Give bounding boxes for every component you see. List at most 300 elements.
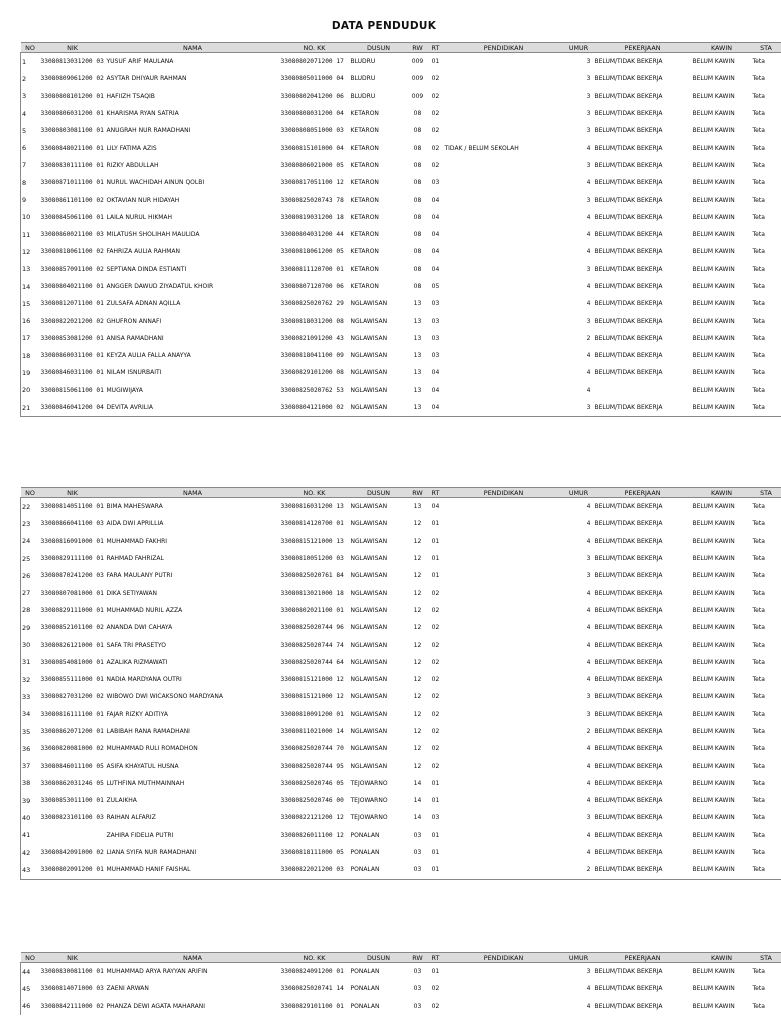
- cell-status: Teta: [752, 179, 765, 187]
- cell-no-kk: 33080821091200 43: [280, 334, 344, 342]
- cell-nama: MUHAMMAD NURIL AZZA: [106, 606, 183, 614]
- table-header-row: [21, 488, 781, 498]
- cell-dusun: NGLAWISAN: [350, 386, 388, 394]
- cell-dusun: KETARON: [350, 265, 379, 273]
- cell-nama: MUHAMMAD FAKHRI: [106, 537, 168, 545]
- table-row: [21, 671, 781, 688]
- column-header-rt: RT: [428, 488, 444, 498]
- cell-umur: 4: [586, 831, 591, 839]
- cell-status: Teta: [752, 814, 765, 822]
- cell-nama: FAHRIZA AULIA RAHMAN: [106, 248, 181, 256]
- cell-rw: 12: [413, 745, 422, 753]
- cell-nik: 33080845061100 01: [40, 213, 104, 221]
- cell-pendidikan: [444, 330, 564, 347]
- cell-pendidikan: [444, 671, 564, 688]
- cell-no-kk: 33080811021000 14: [280, 728, 344, 735]
- cell-no: 7: [22, 161, 27, 170]
- cell-pekerjaan: BELUM/TIDAK BEKERJA: [594, 75, 663, 83]
- cell-pendidikan: [444, 827, 564, 844]
- cell-umur: 2: [564, 861, 594, 879]
- cell-dusun: PONALAN: [350, 861, 408, 879]
- cell-no-kk: 33080804031200 44: [280, 231, 344, 239]
- table-row: [21, 53, 781, 71]
- cell-umur: 3: [586, 317, 591, 325]
- cell-umur: 4: [586, 537, 591, 545]
- cell-status: Teta: [752, 624, 765, 632]
- cell-no-kk: 33080829101200 08: [280, 369, 344, 377]
- cell-nik: 33080855111000 01: [40, 676, 104, 684]
- column-header-pekerjaan: PEKERJAAN: [594, 488, 692, 498]
- cell-dusun: NGLAWISAN: [350, 537, 388, 545]
- cell-pekerjaan: BELUM/TIDAK BEKERJA: [594, 317, 663, 325]
- cell-nik: 33080862071200 01: [40, 728, 104, 735]
- cell-status: Teta: [752, 849, 765, 857]
- cell-dusun: KETARON: [350, 231, 379, 239]
- column-header-rw: RW: [408, 488, 428, 498]
- cell-kawin: BELUM KAWIN: [692, 762, 735, 770]
- cell-kawin: BELUM KAWIN: [692, 231, 735, 239]
- cell-nik: 33080871011100 01: [40, 179, 104, 187]
- cell-kawin: BELUM KAWIN: [692, 797, 735, 805]
- cell-status: Teta: [752, 728, 765, 735]
- cell-pekerjaan: BELUM/TIDAK BEKERJA: [594, 537, 663, 545]
- cell-nama: AIDA DWI APRILLIA: [106, 520, 164, 528]
- cell-nik: 33080820081000 02: [40, 745, 104, 753]
- cell-umur: 4: [586, 589, 591, 597]
- cell-pekerjaan: BELUM/TIDAK BEKERJA: [594, 589, 663, 597]
- cell-nama: KEYZA AULIA FALLA ANAYYA: [106, 352, 191, 360]
- cell-nama: ZAENI ARWAN: [106, 985, 149, 993]
- cell-rw: 08: [413, 161, 422, 169]
- cell-no-kk: 33080825020744 95: [280, 762, 344, 770]
- cell-no-kk: 33080819031200 18: [280, 213, 344, 221]
- cell-no: 32: [22, 675, 31, 684]
- cell-umur: 4: [586, 797, 591, 805]
- cell-nama: ASYTAR DHIYAUR RAHMAN: [106, 75, 187, 83]
- cell-pendidikan: [444, 688, 564, 705]
- cell-dusun: NGLAWISAN: [350, 572, 388, 580]
- cell-no-kk: 33080825020746 00: [280, 797, 344, 805]
- cell-pekerjaan: BELUM/TIDAK BEKERJA: [594, 248, 663, 256]
- table-row: [21, 636, 781, 653]
- cell-umur: 4: [586, 985, 591, 993]
- cell-nik: 33080842111000 02: [40, 1002, 104, 1010]
- cell-umur: 4: [586, 779, 591, 787]
- cell-nik: 33080808101200 01: [40, 92, 104, 100]
- cell-rt: 02: [431, 745, 440, 753]
- cell-no-kk: 33080811120700 01: [280, 265, 344, 273]
- cell-nama: LUTHFINA MUTHMAINNAH: [106, 779, 185, 787]
- cell-pekerjaan: BELUM/TIDAK BEKERJA: [594, 127, 663, 135]
- cell-rt: 02: [431, 589, 440, 597]
- cell-nama: RAHMAD FAHRIZAL: [106, 555, 164, 563]
- table-header-row: [21, 953, 781, 963]
- cell-rw: 12: [413, 572, 422, 580]
- cell-nama: AZALIKA RIZMAWATI: [106, 658, 168, 666]
- cell-nik: [40, 827, 106, 844]
- cell-dusun: NGLAWISAN: [350, 745, 388, 753]
- cell-rt: 03: [431, 334, 440, 342]
- cell-pendidikan: [444, 844, 564, 861]
- table-row: [21, 70, 781, 87]
- cell-nik: 33080804021100 01: [40, 283, 104, 290]
- cell-no: 37: [22, 762, 31, 771]
- cell-dusun: NGLAWISAN: [350, 555, 388, 563]
- cell-kawin: BELUM KAWIN: [692, 334, 735, 342]
- cell-no: 5: [22, 126, 27, 135]
- cell-nik: 33080853011100 01: [40, 797, 104, 805]
- cell-pendidikan: [444, 963, 564, 981]
- cell-no: 10: [22, 213, 31, 222]
- table-row: [21, 226, 781, 243]
- cell-no: 44: [22, 967, 31, 976]
- cell-nama: MUHAMMAD ARYA RAYYAN ARIFIN: [106, 968, 208, 976]
- cell-umur: 4: [586, 849, 591, 857]
- cell-pendidikan: [444, 636, 564, 653]
- table-row: [21, 775, 781, 792]
- cell-nik: 33080814051100 01: [40, 503, 104, 511]
- cell-pekerjaan: BELUM/TIDAK BEKERJA: [594, 92, 663, 100]
- cell-rw: 12: [413, 537, 422, 545]
- cell-rw: 13: [413, 334, 422, 342]
- cell-rt: 04: [431, 213, 440, 221]
- cell-pendidikan: [444, 861, 564, 879]
- cell-rt: 05: [431, 283, 440, 290]
- cell-pendidikan: [444, 740, 564, 757]
- cell-rw: 12: [413, 555, 422, 563]
- cell-no-kk: 33080815121000 12: [280, 693, 344, 701]
- cell-umur: 3: [586, 92, 591, 100]
- cell-dusun: NGLAWISAN: [350, 317, 388, 325]
- cell-no: 1: [22, 57, 27, 66]
- cell-umur: 4: [586, 179, 591, 187]
- cell-kawin: BELUM KAWIN: [692, 606, 735, 614]
- cell-nik: 33080860021100 03: [40, 231, 104, 239]
- cell-umur: 3: [586, 710, 591, 718]
- column-header-pekerjaan: PEKERJAAN: [594, 953, 692, 963]
- cell-status: Teta: [752, 248, 765, 256]
- cell-pekerjaan: BELUM/TIDAK BEKERJA: [594, 693, 663, 701]
- cell-pekerjaan: BELUM/TIDAK BEKERJA: [594, 814, 663, 822]
- cell-pekerjaan: BELUM/TIDAK BEKERJA: [594, 985, 663, 993]
- cell-status: Teta: [752, 861, 781, 879]
- cell-no-kk: 33080802041200 06: [280, 92, 344, 100]
- cell-nik: 33080816111100 01: [40, 710, 104, 718]
- cell-nama: MUGIWIJAYA: [106, 386, 143, 394]
- cell-rt: 04: [431, 196, 440, 204]
- column-header-dusun: DUSUN: [350, 43, 408, 53]
- cell-status: Teta: [752, 745, 765, 753]
- cell-no-kk: 33080818061200 05: [280, 248, 344, 256]
- cell-nik: 33080866041100 03: [40, 520, 104, 528]
- cell-dusun: BLUDRU: [350, 58, 376, 66]
- table-row: [21, 723, 781, 740]
- cell-rw: 12: [413, 589, 422, 597]
- cell-no: 3: [22, 92, 27, 101]
- cell-nama: NADIA MARDYANA OUTRI: [106, 676, 182, 684]
- cell-kawin: BELUM KAWIN: [692, 58, 735, 66]
- cell-pendidikan: [444, 226, 564, 243]
- column-header-rw: RW: [408, 43, 428, 53]
- cell-pekerjaan: BELUM/TIDAK BEKERJA: [594, 762, 663, 770]
- cell-nama: YUSUF ARIF MAULANA: [106, 58, 174, 66]
- cell-nik: 33080842091000 02: [40, 849, 104, 857]
- cell-nik: 33080818061100 02: [40, 248, 104, 256]
- cell-nama: ZAHIRA FIDELIA PUTRI: [106, 831, 174, 839]
- table-row: [21, 122, 781, 139]
- cell-rt: 04: [431, 503, 440, 511]
- cell-no-kk: 33080815101000 04: [280, 144, 344, 152]
- cell-rw: 13: [413, 386, 422, 394]
- cell-nama: FARA MAULANY PUTRI: [106, 572, 173, 580]
- cell-pekerjaan: [594, 382, 692, 399]
- cell-rw: 08: [413, 110, 422, 118]
- cell-no-kk: 33080822021200 03: [280, 861, 350, 879]
- column-header-no-kk: NO. KK: [280, 488, 350, 498]
- cell-no-kk: 33080806021000 05: [280, 161, 344, 169]
- cell-nik: 33080830081100 01: [40, 968, 104, 976]
- cell-no: 25: [22, 554, 31, 563]
- cell-rw: 08: [413, 248, 422, 256]
- cell-nik: 33080803081100 01: [40, 127, 104, 135]
- cell-nik: 33080846011100 05: [40, 762, 104, 770]
- cell-nama: RIZKY ABDULLAH: [106, 161, 159, 169]
- cell-nama: HAFIIZH TSAQIB: [106, 92, 155, 100]
- cell-pendidikan: [444, 619, 564, 636]
- cell-no: 26: [22, 571, 31, 580]
- cell-nama: LIANA SYIFA NUR RAMADHANI: [106, 849, 197, 857]
- cell-nik: 33080806031200 01: [40, 110, 104, 118]
- cell-kawin: BELUM KAWIN: [692, 641, 735, 649]
- cell-status: Teta: [752, 369, 765, 377]
- cell-rt: 02: [431, 710, 440, 718]
- cell-nik: 33080870241200 03: [40, 572, 104, 580]
- cell-pendidikan: [444, 261, 564, 278]
- cell-nama: NILAM ISNURBAITI: [106, 369, 162, 377]
- cell-rt: 02: [431, 161, 440, 169]
- cell-pekerjaan: BELUM/TIDAK BEKERJA: [594, 58, 663, 66]
- table-row: [21, 312, 781, 329]
- table-row: [21, 347, 781, 364]
- cell-no-kk: 33080824091200 01: [280, 968, 344, 976]
- cell-kawin: BELUM KAWIN: [692, 127, 735, 135]
- cell-no: 42: [22, 848, 31, 857]
- cell-dusun: BLUDRU: [350, 92, 376, 100]
- cell-rt: 03: [431, 317, 440, 325]
- population-table-3: [20, 952, 781, 1015]
- cell-rw: 12: [413, 728, 422, 735]
- cell-status: Teta: [752, 300, 765, 308]
- cell-status: Teta: [752, 283, 765, 290]
- column-header-pendidikan: PENDIDIKAN: [444, 43, 564, 53]
- cell-pekerjaan: BELUM/TIDAK BEKERJA: [594, 555, 663, 563]
- cell-pekerjaan: BELUM/TIDAK BEKERJA: [594, 572, 663, 580]
- table-row: [21, 688, 781, 705]
- cell-no: 22: [22, 502, 31, 511]
- cell-rw: 08: [413, 283, 422, 290]
- cell-no: 9: [22, 196, 27, 205]
- cell-rw: 13: [413, 352, 422, 360]
- cell-no-kk: 33080807120700 06: [280, 283, 344, 290]
- cell-umur: 4: [586, 641, 591, 649]
- column-header-rt: RT: [428, 43, 444, 53]
- cell-rt: 01: [431, 537, 440, 545]
- cell-pendidikan: [444, 602, 564, 619]
- cell-rt: 02: [431, 985, 440, 993]
- cell-no: 15: [22, 299, 31, 308]
- cell-status: Teta: [752, 161, 765, 169]
- cell-nama: WIBOWO DWI WICAKSONO MARDYANA: [106, 693, 223, 701]
- cell-umur: 3: [586, 196, 591, 204]
- cell-nama: LILY FATIMA AZIS: [106, 144, 157, 152]
- table-row: [21, 139, 781, 156]
- cell-kawin: BELUM KAWIN: [692, 572, 735, 580]
- table-row: [21, 330, 781, 347]
- column-header-dusun: DUSUN: [350, 488, 408, 498]
- column-header-nama: NAMA: [106, 953, 280, 963]
- table-row: [21, 998, 781, 1015]
- cell-no-kk: 33080815121000 12: [280, 676, 344, 684]
- cell-umur: 4: [586, 352, 591, 360]
- cell-dusun: TEJOWARNO: [350, 779, 388, 787]
- cell-pendidikan: [444, 122, 564, 139]
- column-header-nama: NAMA: [106, 43, 280, 53]
- cell-umur: 4: [586, 624, 591, 632]
- cell-nik: 33080830111100 01: [40, 161, 104, 169]
- table-row: [21, 963, 781, 981]
- cell-pendidikan: [444, 209, 564, 226]
- cell-no: 43: [21, 861, 40, 879]
- cell-nik: 33080846031100 01: [40, 369, 104, 377]
- cell-pekerjaan: BELUM/TIDAK BEKERJA: [594, 503, 663, 511]
- cell-no-kk: 33080826011100 12: [280, 831, 344, 839]
- table-row: [21, 105, 781, 122]
- cell-pekerjaan: BELUM/TIDAK BEKERJA: [594, 369, 663, 377]
- table-row: [21, 174, 781, 191]
- cell-rt: 04: [431, 265, 440, 273]
- column-header-no-kk: NO. KK: [280, 953, 350, 963]
- table-row: [21, 827, 781, 844]
- cell-kawin: BELUM KAWIN: [692, 728, 735, 735]
- cell-pendidikan: [444, 295, 564, 312]
- cell-pekerjaan: BELUM/TIDAK BEKERJA: [594, 728, 663, 735]
- cell-dusun: PONALAN: [350, 985, 380, 993]
- cell-kawin: BELUM KAWIN: [692, 248, 735, 256]
- table-row: [21, 533, 781, 550]
- column-header-kawin: KAWIN: [692, 43, 752, 53]
- cell-status: Teta: [752, 317, 765, 325]
- cell-pendidikan: [444, 654, 564, 671]
- cell-rw: 08: [413, 144, 422, 152]
- cell-rw: 13: [408, 399, 428, 417]
- cell-status: Teta: [752, 572, 765, 580]
- cell-status: Teta: [752, 641, 765, 649]
- cell-pekerjaan: BELUM/TIDAK BEKERJA: [594, 831, 663, 839]
- cell-nama: MILATUSH SHOLIHAH MAULIDA: [106, 231, 200, 239]
- cell-nik: 33080802091200 01: [40, 861, 106, 879]
- table-row: [21, 619, 781, 636]
- cell-no: 19: [22, 368, 31, 377]
- cell-pendidikan: [444, 775, 564, 792]
- cell-nik: 33080860031100 01: [40, 352, 104, 360]
- cell-kawin: BELUM KAWIN: [692, 624, 735, 632]
- cell-dusun: KETARON: [350, 179, 379, 187]
- cell-dusun: NGLAWISAN: [350, 503, 388, 511]
- cell-status: Teta: [752, 58, 765, 66]
- cell-status: Teta: [752, 555, 765, 563]
- cell-no-kk: 33080804121000 02: [280, 399, 350, 417]
- cell-umur: 4: [586, 386, 591, 394]
- cell-kawin: BELUM KAWIN: [692, 849, 735, 857]
- cell-pendidikan: [444, 347, 564, 364]
- cell-dusun: NGLAWISAN: [350, 369, 388, 377]
- cell-pekerjaan: BELUM/TIDAK BEKERJA: [594, 849, 663, 857]
- cell-no-kk: 33080816031200 13: [280, 503, 344, 511]
- cell-pendidikan: [444, 723, 564, 740]
- cell-rt: 02: [431, 693, 440, 701]
- column-header-no: NO: [21, 488, 40, 498]
- cell-status: Teta: [752, 399, 781, 417]
- column-header-dusun: DUSUN: [350, 953, 408, 963]
- cell-no: 45: [22, 984, 31, 993]
- cell-rt: 04: [431, 369, 440, 377]
- cell-dusun: NGLAWISAN: [350, 658, 388, 666]
- cell-status: Teta: [752, 797, 765, 805]
- cell-status: Teta: [752, 606, 765, 614]
- cell-dusun: KETARON: [350, 127, 379, 135]
- cell-nik: 33080853081200 01: [40, 334, 104, 342]
- cell-rt: 04: [431, 248, 440, 256]
- cell-no-kk: 33080825020762 53: [280, 386, 344, 394]
- cell-umur: 2: [586, 728, 591, 735]
- cell-pendidikan: [444, 399, 564, 417]
- cell-no: 40: [22, 813, 31, 822]
- cell-no: 34: [22, 710, 31, 719]
- cell-pendidikan: [444, 312, 564, 329]
- cell-pekerjaan: BELUM/TIDAK BEKERJA: [594, 144, 663, 152]
- cell-dusun: KETARON: [350, 196, 379, 204]
- cell-status: Teta: [752, 503, 765, 511]
- table-row: [21, 809, 781, 826]
- cell-umur: 3: [586, 75, 591, 83]
- cell-no-kk: 33080829101100 01: [280, 1002, 344, 1010]
- cell-pekerjaan: BELUM/TIDAK BEKERJA: [594, 283, 663, 290]
- cell-pendidikan: [444, 533, 564, 550]
- cell-rt: 02: [431, 144, 440, 152]
- column-header-nik: NIK: [40, 488, 106, 498]
- cell-rt: 01: [428, 861, 444, 879]
- cell-rt: 01: [431, 797, 440, 805]
- cell-pekerjaan: BELUM/TIDAK BEKERJA: [594, 1002, 663, 1010]
- cell-rw: 12: [413, 658, 422, 666]
- cell-rw: 13: [413, 300, 422, 308]
- cell-status: Teta: [752, 265, 765, 273]
- cell-status: Teta: [752, 352, 765, 360]
- cell-status: Teta: [752, 676, 765, 684]
- page-title: DATA PENDUDUK: [331, 20, 437, 32]
- cell-umur: 4: [586, 231, 591, 239]
- cell-no: 23: [22, 519, 31, 528]
- cell-dusun: NGLAWISAN: [350, 606, 388, 614]
- cell-kawin: BELUM KAWIN: [692, 968, 735, 976]
- table-row: [21, 654, 781, 671]
- cell-no: 2: [22, 74, 27, 83]
- column-header-umur: UMUR: [564, 953, 594, 963]
- table-row: [21, 498, 781, 516]
- cell-nama: LAILA NURUL HIKMAH: [106, 213, 173, 221]
- cell-dusun: KETARON: [350, 213, 379, 221]
- table-row: [21, 861, 781, 879]
